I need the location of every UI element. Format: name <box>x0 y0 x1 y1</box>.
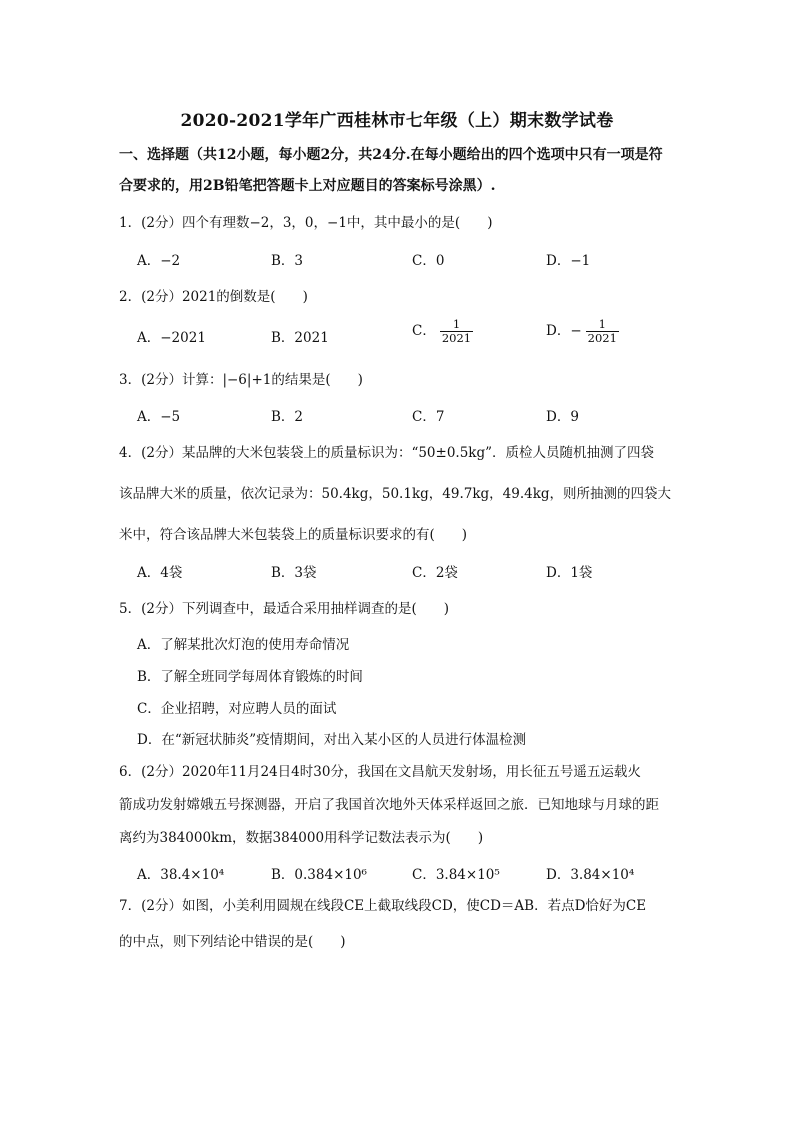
question-6-stem-line: 箭成功发射嫦娥五号探测器，开启了我国首次地外天体采样返回之旅．已知地球与月球的距 <box>119 797 659 813</box>
q6-option-c: C．3.84×10⁵ <box>412 867 500 883</box>
q6-option-a: A．38.4×10⁴ <box>137 867 225 883</box>
q4-option-a: A．4袋 <box>137 565 183 581</box>
q2-option-a: A．−2021 <box>137 330 206 346</box>
q3-option-b: B．2 <box>271 409 304 425</box>
q6-option-d: D．3.84×10⁴ <box>546 867 635 883</box>
q3-option-a: A．−5 <box>137 409 181 425</box>
q2-option-b: B．2021 <box>271 330 329 346</box>
q1-option-c: C．0 <box>412 253 445 269</box>
question-7-stem-line: 的中点，则下列结论中错误的是( ) <box>119 934 346 950</box>
q4-option-b: B．3袋 <box>271 565 317 581</box>
q5-option-c: C．企业招聘，对应聘人员的面试 <box>137 701 337 717</box>
fraction-denominator: 2021 <box>587 331 617 345</box>
fraction-denominator: 2021 <box>441 331 472 345</box>
q4-option-d: D．1袋 <box>546 565 593 581</box>
question-1-stem: 1．(2分）四个有理数−2，3，0，−1中，其中最小的是( ) <box>119 215 493 231</box>
question-5-stem: 5．(2分）下列调查中，最适合采用抽样调查的是( ) <box>119 601 449 617</box>
question-3-stem: 3．(2分）计算：|−6|+1的结果是( ) <box>119 372 363 388</box>
q2-option-d-label: D．− <box>546 323 582 339</box>
question-7-stem-line: 7．(2分）如图，小美利用圆规在线段CE上截取线段CD，使CD＝AB．若点D恰好为CE <box>119 898 647 914</box>
q2-option-d <box>546 318 619 345</box>
section-heading-line: 合要求的，用2B铅笔把答题卡上对应题目的答案标号涂黑）. <box>119 178 496 194</box>
q4-option-c: C．2袋 <box>412 565 458 581</box>
fraction <box>440 318 473 345</box>
question-2-stem: 2．(2分）2021的倒数是( ) <box>119 289 308 305</box>
q2-option-c <box>412 318 473 345</box>
q6-option-b: B．0.384×10⁶ <box>271 867 367 883</box>
question-6-stem-line: 6．(2分）2020年11月24日4时30分，我国在文昌航天发射场，用长征五号遥五运载火 <box>119 764 641 780</box>
q3-option-d: D．9 <box>546 409 579 425</box>
q1-option-d: D．−1 <box>546 253 591 269</box>
q3-option-c: C．7 <box>412 409 445 425</box>
q5-option-a: A．了解某批次灯泡的使用寿命情况 <box>137 637 350 653</box>
fraction-numerator: 1 <box>586 318 619 332</box>
section-heading-line: 一、选择题（共12小题，每小题2分，共24分.在每小题给出的四个选项中只有一项是符 <box>119 147 663 163</box>
question-6-stem-line: 离约为384000km，数据384000用科学记数法表示为( ) <box>119 830 484 846</box>
question-4-stem-line: 米中，符合该品牌大米包装袋上的质量标识要求的有( ) <box>119 527 468 543</box>
question-4-stem-line: 该品牌大米的质量，依次记录为：50.4kg，50.1kg，49.7kg，49.4kg，则所抽测的四袋大 <box>119 486 672 502</box>
q2-option-c-label: C． <box>412 323 436 339</box>
q5-option-b: B．了解全班同学每周体育锻炼的时间 <box>137 669 363 685</box>
q5-option-d: D．在“新冠状肺炎”疫情期间，对出入某小区的人员进行体温检测 <box>137 732 527 748</box>
fraction <box>586 318 619 345</box>
page-title: 2020-2021学年广西桂林市七年级（上）期末数学试卷 <box>180 111 614 131</box>
q1-option-b: B．3 <box>271 253 304 269</box>
q1-option-a: A．−2 <box>137 253 181 269</box>
section-heading <box>119 140 679 202</box>
question-4-stem-line: 4．(2分）某品牌的大米包装袋上的质量标识为：“50±0.5kg”．质检人员随机抽测了四袋 <box>119 445 655 461</box>
fraction-numerator: 1 <box>440 318 473 332</box>
